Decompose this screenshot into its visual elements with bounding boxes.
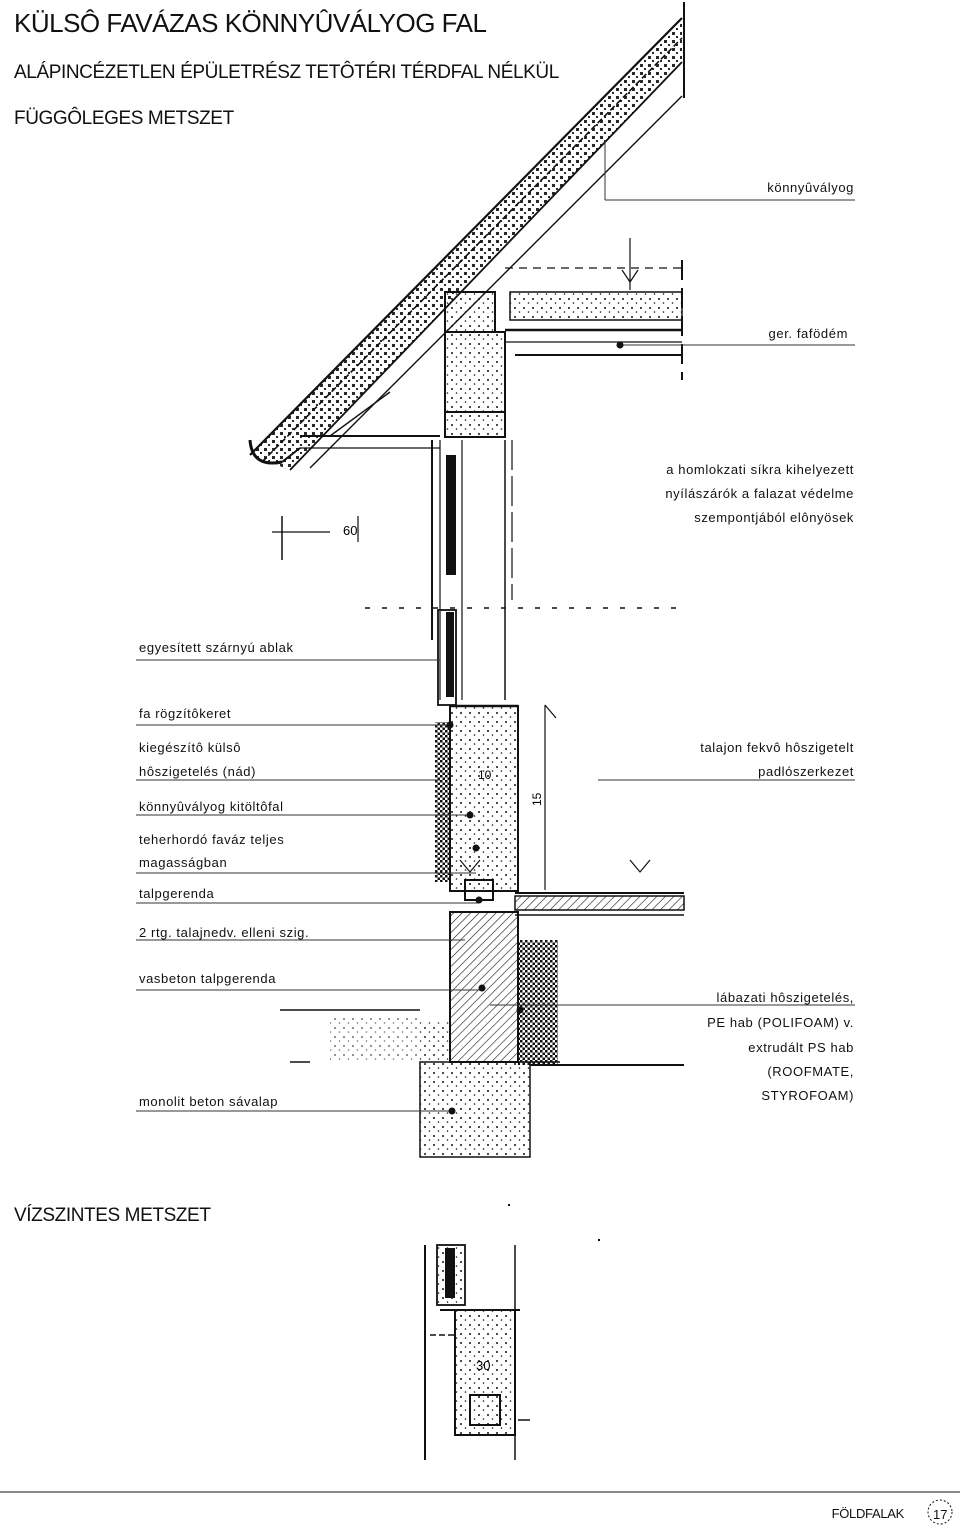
label-kiegeszito-2: hôszigetelés (nád): [139, 764, 257, 779]
window: [438, 610, 456, 705]
label-talajon-1: talajon fekvô hôszigetelt: [700, 740, 854, 755]
label-labazati-3: extrudált PS hab: [748, 1040, 854, 1055]
label-homlokzati-2: nyílászárók a falazat védelme: [665, 486, 854, 501]
label-teherhordo-2: magasságban: [139, 855, 228, 870]
section-title-vertical: FÜGGÔLEGES METSZET: [14, 108, 234, 129]
label-ablak: egyesített szárnyú ablak: [139, 640, 294, 655]
label-talpgerenda: talpgerenda: [139, 886, 215, 901]
wall-dimension-1: 10: [478, 768, 492, 782]
label-ger-fafodem: ger. fafödém: [768, 326, 848, 341]
plan-dimension: 30: [476, 1358, 491, 1373]
label-kitoltofal: könnyûvályog kitöltôfal: [139, 799, 284, 814]
label-teherhordo-1: teherhordó faváz teljes: [139, 832, 285, 847]
footer-chapter: FÖLDFALAK: [831, 1506, 904, 1521]
label-labazati-4: (ROOFMATE,: [767, 1064, 854, 1079]
label-kiegeszito-1: kiegészítô külsô: [139, 740, 242, 755]
label-rogzitokeret: fa rögzítôkeret: [139, 706, 232, 721]
label-homlokzati-3: szempontjából elônyösek: [694, 510, 854, 525]
lower-wall: [435, 705, 684, 915]
label-konnyuvalyog: könnyûvályog: [767, 180, 854, 195]
page-title: KÜLSÔ FAVÁZAS KÖNNYÛVÁLYOG FAL: [14, 8, 487, 38]
label-labazati-1: lábazati hôszigetelés,: [716, 990, 854, 1005]
label-szigeteles: 2 rtg. talajnedv. elleni szig.: [139, 925, 310, 940]
label-labazati-5: STYROFOAM): [761, 1088, 854, 1103]
upper-wall: [365, 440, 682, 700]
label-savalap: monolit beton sávalap: [139, 1094, 279, 1109]
label-labazati-2: PE hab (POLIFOAM) v.: [707, 1015, 854, 1030]
page-subtitle: ALÁPINCÉZETLEN ÉPÜLETRÉSZ TETÔTÉRI TÉRDFAL NÉLKÜL: [14, 62, 559, 83]
wall-dimension-2: 15: [530, 792, 544, 806]
foundation: [280, 912, 684, 1157]
label-homlokzati-1: a homlokzati síkra kihelyezett: [666, 462, 854, 477]
page-number: 17: [933, 1507, 948, 1522]
label-talajon-2: padlószerkezet: [758, 764, 854, 779]
plan-section: [425, 1245, 530, 1460]
eave-dimension: 60: [343, 523, 358, 538]
section-title-horizontal: VÍZSZINTES METSZET: [14, 1205, 211, 1226]
label-vasbeton: vasbeton talpgerenda: [139, 971, 277, 986]
